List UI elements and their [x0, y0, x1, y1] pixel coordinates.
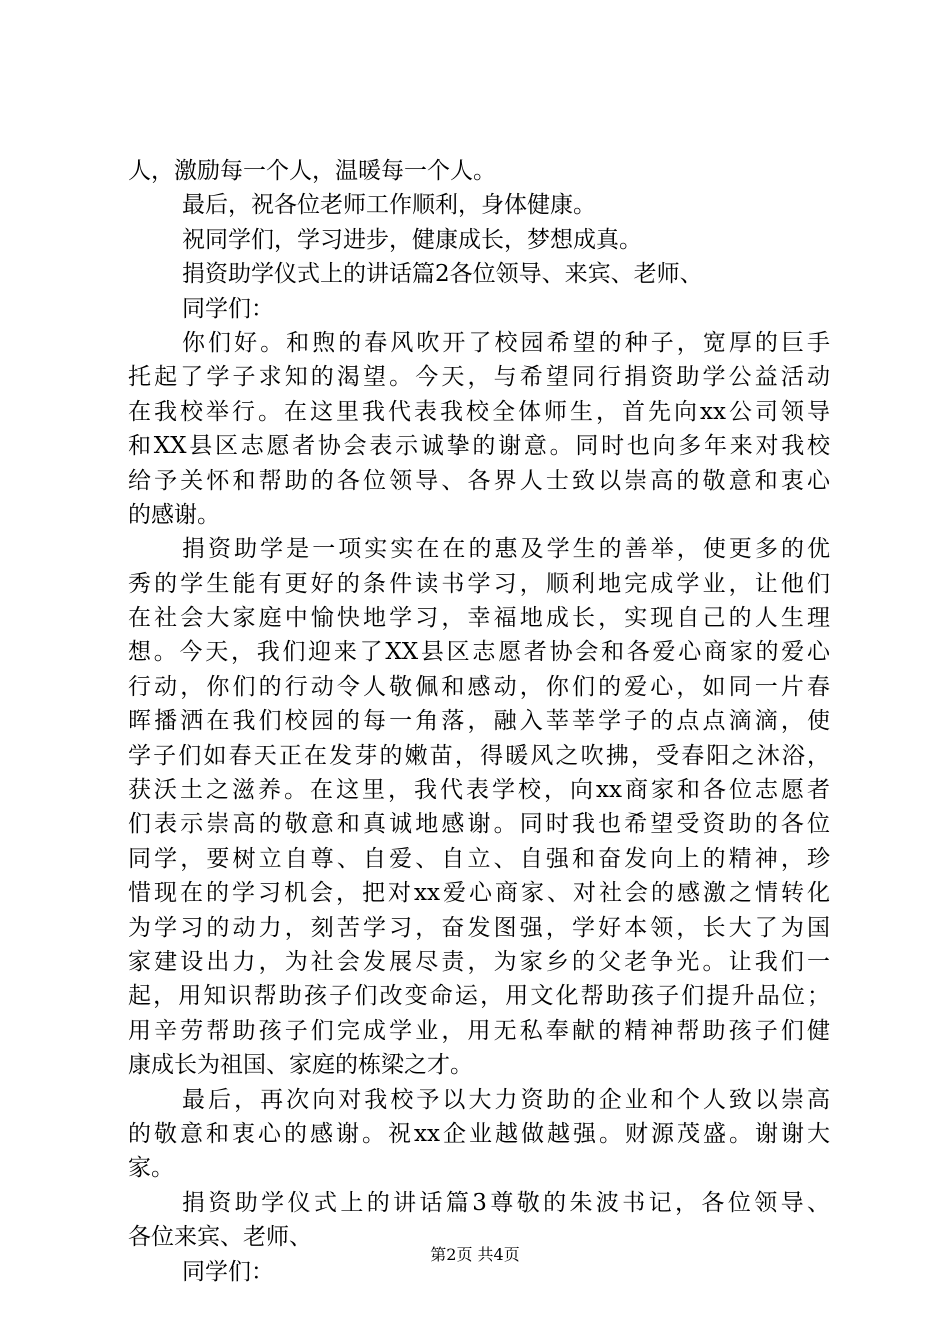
text-line: 同学们： [182, 295, 274, 322]
text-line: 给予关怀和帮助的各位领导、各界人士致以崇高的敬意和衷心 [128, 467, 830, 494]
text-line: 同学们： [182, 1258, 274, 1285]
text-line: 为学习的动力，刻苦学习，奋发图强，学好本领，长大了为国 [128, 914, 830, 941]
text-line: 各位来宾、老师、 [128, 1224, 312, 1251]
text-line: 最后，祝各位老师工作顺利，身体健康。 [182, 192, 596, 219]
text-line: 家。 [128, 1155, 174, 1182]
text-line: 晖播洒在我们校园的每一角落，融入莘莘学子的点点滴滴，使 [128, 708, 830, 735]
text-line: 和XX县区志愿者协会表示诚挚的谢意。同时也向多年来对我校 [128, 433, 830, 460]
page-number: 第2页 共4页 [430, 1245, 520, 1264]
text-line: 的感谢。 [128, 501, 220, 528]
text-line: 捐资助学仪式上的讲话篇2各位领导、来宾、老师、 [182, 261, 703, 288]
text-line: 秀的学生能有更好的条件读书学习，顺利地完成学业，让他们 [128, 570, 830, 597]
text-line: 行动，你们的行动令人敬佩和感动，你们的爱心，如同一片春 [128, 673, 830, 700]
text-line: 在我校举行。在这里我代表我校全体师生，首先向xx公司领导 [128, 398, 830, 425]
text-line: 想。今天，我们迎来了XX县区志愿者协会和各爱心商家的爱心 [128, 639, 830, 666]
text-line: 用辛劳帮助孩子们完成学业，用无私奉献的精神帮助孩子们健 [128, 1017, 830, 1044]
text-line: 们表示崇高的敬意和真诚地感谢。同时我也希望受资助的各位 [128, 811, 830, 838]
text-line: 起，用知识帮助孩子们改变命运，用文化帮助孩子们提升品位； [128, 983, 830, 1010]
text-line: 捐资助学仪式上的讲话篇3尊敬的朱波书记，各位领导、 [182, 1189, 830, 1216]
text-line: 祝同学们，学习进步，健康成长，梦想成真。 [182, 226, 642, 253]
text-line: 的敬意和衷心的感谢。祝xx企业越做越强。财源茂盛。谢谢大 [128, 1120, 830, 1147]
text-line: 托起了学子求知的渴望。今天，与希望同行捐资助学公益活动 [128, 364, 830, 391]
text-line: 在社会大家庭中愉快地学习，幸福地成长，实现自己的人生理 [128, 605, 830, 632]
text-line: 捐资助学是一项实实在在的惠及学生的善举，使更多的优 [182, 536, 830, 563]
text-line: 同学，要树立自尊、自爱、自立、自强和奋发向上的精神，珍 [128, 845, 830, 872]
text-line: 最后，再次向对我校予以大力资助的企业和个人致以崇高 [182, 1086, 830, 1113]
page-footer [0, 1244, 950, 1266]
body-text [128, 154, 830, 1289]
text-line: 获沃土之滋养。在这里，我代表学校，向xx商家和各位志愿者 [128, 777, 830, 804]
text-line: 康成长为祖国、家庭的栋梁之才。 [128, 1052, 473, 1079]
text-line: 你们好。和煦的春风吹开了校园希望的种子，宽厚的巨手 [182, 329, 830, 356]
text-line: 家建设出力，为社会发展尽责，为家乡的父老争光。让我们一 [128, 948, 830, 975]
text-line: 人，激励每一个人，温暖每一个人。 [128, 158, 496, 184]
text-line: 学子们如春天正在发芽的嫩苗，得暖风之吹拂，受春阳之沐浴， [128, 742, 830, 769]
text-line: 惜现在的学习机会，把对xx爱心商家、对社会的感激之情转化 [128, 880, 830, 907]
